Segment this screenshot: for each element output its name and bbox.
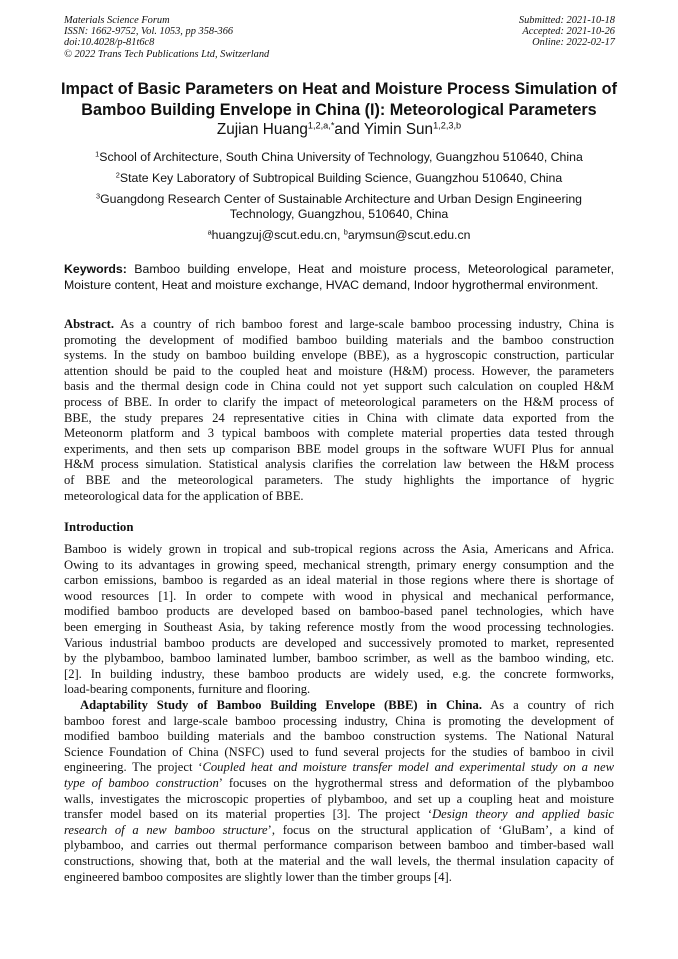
text-line	[64, 682, 614, 698]
aff-text: Technology, Guangzhou, 510640, China	[229, 206, 449, 221]
text-run: ’, focus on the structural application of ‘GluBam’, a kind of	[267, 822, 614, 837]
author-sup: 1,2,a,*	[307, 120, 335, 131]
text-line	[64, 729, 614, 745]
text-run: H&M process simulation. Statistical analysis clarifies the correlation law between the H&M process	[64, 457, 614, 472]
text-line	[64, 589, 614, 605]
keywords	[64, 262, 614, 293]
intro-paragraph	[64, 698, 614, 885]
text-line	[64, 698, 614, 714]
title-line: Bamboo Building Envelope in China (I): Meteorological Parameters	[81, 100, 597, 119]
text-run: type of bamboo construction	[64, 775, 219, 790]
text-line	[64, 823, 614, 839]
text-run: promoting the development of modified bamboo building materials and the bamboo construction	[64, 332, 614, 347]
submitted-date: Submitted: 2021-10-18	[518, 15, 615, 26]
text-line	[64, 348, 614, 364]
aff-sup: 1	[95, 149, 100, 159]
text-run: experiments, and then sets up comparison BBE model groups in the software WUFI Plus for annual	[64, 441, 614, 456]
text-line	[64, 792, 614, 808]
text-line	[64, 457, 614, 473]
text-run: [2]. In building industry, these bamboo products are widely used, e.g. the concrete formworks,	[64, 666, 614, 681]
text-run: Adaptability Study of Bamboo Building Envelope (BBE) in China.	[80, 698, 482, 712]
text-line	[64, 573, 614, 589]
text-run: bamboo forest and large-scale bamboo processing industry, China is promoting the development of	[64, 713, 614, 728]
text-run: carbon emissions, bamboo is regarded as an ideal material in those regions where there is shortage of	[64, 573, 614, 588]
text-run: Various industrial bamboo products are developed and successively promoted to market, represented	[64, 635, 614, 650]
text-line	[64, 776, 614, 792]
text-line	[64, 807, 614, 823]
online-date: Online: 2022-02-17	[532, 37, 615, 49]
text-line	[64, 636, 614, 652]
text-line	[64, 745, 614, 761]
doi: doi:10.4028/p-81t6c8	[64, 37, 155, 49]
text-run: walls, investigates the microscopic properties of plybamboo, and set up a coupling heat and moisture	[64, 791, 614, 806]
author-name: Zujian Huang	[216, 121, 308, 138]
text-line	[64, 317, 614, 333]
paper-title	[40, 79, 638, 120]
aff-text: School of Architecture, South China University of Technology, Guangzhou 510640, China	[99, 150, 583, 164]
text-line	[64, 714, 614, 730]
issn: ISSN: 1662-9752, Vol. 1053, pp 358-366	[64, 26, 234, 38]
text-line	[64, 411, 614, 427]
emails	[0, 228, 678, 243]
text-line	[64, 760, 614, 776]
text-line	[64, 442, 614, 458]
text-run: Coupled heat and moisture transfer model and experimental study on a new	[202, 760, 614, 775]
text-run: been emerging in Southeast Asia, by taking reference mostly from the wood processing technologies.	[64, 619, 614, 634]
keywords-text: Bamboo building envelope, Heat and moisture process, Meteorological parameter,	[126, 262, 614, 276]
text-run: engineering. The project ‘	[64, 760, 203, 775]
text-run: Owing to its advantages in growing speed, mechanical strength, primary energy consumption and the	[64, 557, 614, 572]
keywords-text: Moisture content, Heat and moisture exchange, HVAC demand, Indoor hygrothermal environment.	[64, 277, 599, 292]
text-line	[64, 667, 614, 683]
keywords-label: Keywords:	[64, 262, 127, 276]
text-run: plybamboo, and carries out thermal performance comparison between bamboo and timber-based wall	[64, 838, 614, 853]
text-line	[64, 489, 614, 505]
text-line	[64, 473, 614, 489]
journal-name: Materials Science Forum	[64, 15, 170, 26]
text-run: modified bamboo building materials and the bamboo construction systems. The National Natural	[64, 729, 614, 744]
text-run: Design theory and applied basic	[432, 807, 614, 822]
text-run: transfer model based on its material properties [3]. The project ‘	[64, 807, 433, 822]
affiliation	[0, 150, 678, 165]
text-run: attention should be paid to the coupled heat and moisture (H&M) process. However, the parameters	[64, 363, 614, 378]
text-run: of BBE and the meteorological parameters. The study highlights the importance of hygric	[64, 472, 614, 487]
aff-text: Guangdong Research Center of Sustainable Architecture and Urban Design Engineering	[100, 192, 583, 206]
text-line	[64, 379, 614, 395]
text-run: systems. In the study on bamboo building envelope (BBE), as a hygroscopic construction, particular	[64, 348, 614, 363]
text-line	[64, 838, 614, 854]
text-line	[64, 333, 614, 349]
text-run: engineered bamboo composites are slightly lower than the timber groups [4].	[64, 869, 452, 884]
text-run: As a country of rich	[482, 698, 614, 712]
text-line	[64, 558, 614, 574]
text-line	[64, 870, 614, 886]
text-run: process of BBE. In order to clarify the impact of meteorological parameters on the H&M process of	[64, 394, 614, 409]
affiliation	[0, 171, 678, 186]
aff-sup: 2	[115, 170, 120, 180]
email-sup: b	[343, 227, 348, 237]
section-heading-introduction: Introduction	[64, 520, 134, 534]
author-name: and Yimin Sun	[334, 121, 434, 138]
text-line	[64, 426, 614, 442]
text-run: Abstract.	[64, 317, 115, 331]
text-run: Meteonorm platform and 3 typical bamboos with complete material properties data tested through	[64, 426, 614, 441]
text-line	[64, 604, 614, 620]
text-run: ’ focuses on the hygrothermal stress and deformation of the plybamboo	[218, 775, 614, 790]
text-line	[64, 620, 614, 636]
email[interactable]: arymsun@scut.edu.cn	[347, 228, 471, 242]
affiliation	[0, 192, 678, 221]
email-sup: a	[207, 227, 212, 237]
abstract	[64, 317, 614, 504]
text-run: meteorological data for the application of BBE.	[64, 488, 304, 503]
accepted-date: Accepted: 2021-10-26	[522, 26, 615, 38]
email[interactable]: huangzuj@scut.edu.cn,	[211, 228, 344, 242]
copyright: © 2022 Trans Tech Publications Ltd, Switzerland	[64, 48, 270, 60]
text-run: wood resources [1]. In order to compete with wood in physical and mechanical performance,	[64, 588, 614, 603]
text-line	[64, 854, 614, 870]
text-run: As a country of rich bamboo forest and large-scale bamboo processing industry, China is	[114, 317, 614, 331]
journal-info	[64, 15, 269, 60]
text-run: BBE, the study prepares 24 representative cities in China with climate data exported from the	[64, 410, 614, 425]
text-run: basis and the thermal design code in China could not yet support such calculation on coupled H&M	[64, 379, 614, 394]
text-run: constructions, showing that, both at the material and the wall levels, the thermal insulation capacity of	[64, 853, 614, 868]
text-run: Science Foundation of China (NSFC) used to fund several projects for the studies of bamboo in civil	[64, 744, 614, 759]
authors	[0, 121, 678, 139]
text-line	[64, 364, 614, 380]
author-sup: 1,2,3,b	[433, 120, 462, 131]
text-line	[64, 651, 614, 667]
text-run: load-bearing components, furniture and flooring.	[64, 682, 311, 697]
text-line	[64, 542, 614, 558]
text-line	[64, 395, 614, 411]
dates-info	[519, 15, 615, 49]
aff-text: State Key Laboratory of Subtropical Building Science, Guangzhou 510640, China	[119, 171, 563, 185]
text-run: modified bamboo products are developed based on bamboo-based panel technologies, which have	[64, 604, 614, 619]
title-line: Impact of Basic Parameters on Heat and Moisture Process Simulation of	[61, 80, 617, 98]
text-run: by the plybamboo, bamboo laminated lumber, bamboo scrimber, as well as the bamboo winding, etc.	[64, 651, 614, 666]
text-run: Bamboo is widely grown in tropical and sub-tropical regions across the Asia, Americans and Africa.	[64, 542, 614, 556]
text-run: research of a new bamboo structure	[64, 822, 268, 837]
intro-paragraph	[64, 542, 614, 698]
aff-sup: 3	[95, 191, 101, 201]
